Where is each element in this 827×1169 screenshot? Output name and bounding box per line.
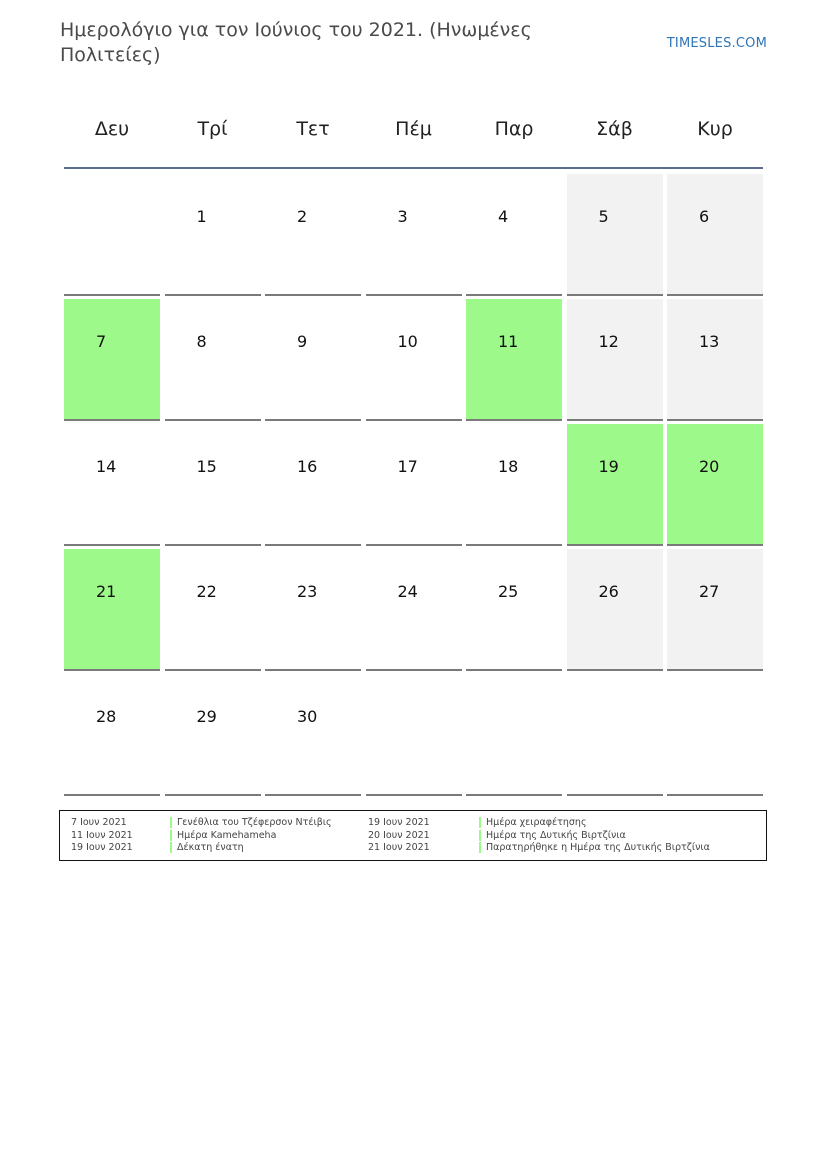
day-cell-empty <box>466 674 562 796</box>
weekday-label: Πέμ <box>395 118 432 140</box>
weekday-header <box>64 104 763 154</box>
day-cell[interactable] <box>366 424 462 546</box>
day-number: 6 <box>699 207 710 226</box>
weekday-label: Τρί <box>197 118 228 140</box>
legend-holiday-name: Δέκατη ένατη <box>177 842 244 853</box>
legend-holiday-name: Παρατηρήθηκε η Ημέρα της Δυτικής Βιρτζίνια <box>486 842 710 853</box>
day-number: 17 <box>397 457 418 476</box>
weekday-label: Παρ <box>494 118 534 140</box>
day-cell[interactable] <box>366 174 462 296</box>
legend-holiday-name: Ημέρα χειραφέτησης <box>486 817 587 828</box>
day-cell-empty <box>64 174 160 296</box>
day-number: 2 <box>297 207 308 226</box>
day-cell[interactable] <box>64 674 160 796</box>
legend-color-marker <box>170 830 172 841</box>
legend-date: 20 Ιουν 2021 <box>368 829 430 841</box>
day-number: 25 <box>498 582 519 601</box>
day-number: 21 <box>96 582 117 601</box>
day-cell-empty <box>366 674 462 796</box>
day-number: 1 <box>196 207 207 226</box>
day-cell[interactable] <box>366 549 462 671</box>
day-cell[interactable] <box>165 674 261 796</box>
day-cell[interactable] <box>466 174 562 296</box>
day-cell[interactable] <box>64 424 160 546</box>
day-number: 9 <box>297 332 308 351</box>
legend-color-marker <box>479 842 481 853</box>
legend-holiday-name: Γενέθλια του Τζέφερσον Ντέιβις <box>177 817 332 828</box>
day-cell[interactable] <box>567 549 663 671</box>
legend-date: 11 Ιουν 2021 <box>71 829 133 841</box>
day-number: 19 <box>598 457 619 476</box>
day-number: 12 <box>598 332 619 351</box>
day-number: 11 <box>498 332 519 351</box>
day-number: 4 <box>498 207 509 226</box>
day-number: 28 <box>96 707 117 726</box>
day-cell[interactable] <box>265 674 361 796</box>
day-number: 27 <box>699 582 720 601</box>
day-cell[interactable] <box>165 549 261 671</box>
day-number: 18 <box>498 457 519 476</box>
legend-color-marker <box>170 817 172 828</box>
day-number: 8 <box>196 332 207 351</box>
day-number: 20 <box>699 457 720 476</box>
legend-date: 7 Ιουν 2021 <box>71 817 127 828</box>
day-number: 16 <box>297 457 318 476</box>
day-cell[interactable] <box>567 174 663 296</box>
legend-date: 21 Ιουν 2021 <box>368 842 430 853</box>
weekday-label: Κυρ <box>697 118 733 140</box>
day-cell[interactable] <box>165 174 261 296</box>
day-cell[interactable] <box>466 424 562 546</box>
day-cell[interactable] <box>667 299 763 421</box>
day-cell-holiday[interactable] <box>667 424 763 546</box>
day-number: 14 <box>96 457 117 476</box>
day-number: 7 <box>96 332 107 351</box>
day-cell[interactable] <box>667 174 763 296</box>
day-cell-empty <box>667 674 763 796</box>
day-cell[interactable] <box>466 549 562 671</box>
day-cell[interactable] <box>265 174 361 296</box>
day-cell-holiday[interactable] <box>64 549 160 671</box>
day-number: 23 <box>297 582 318 601</box>
day-number: 3 <box>397 207 408 226</box>
day-number: 26 <box>598 582 619 601</box>
brand-link[interactable]: TIMESLES.COM <box>666 36 767 51</box>
day-cell-holiday[interactable] <box>64 299 160 421</box>
day-number: 29 <box>196 707 217 726</box>
day-cell[interactable] <box>567 299 663 421</box>
day-cell[interactable] <box>265 424 361 546</box>
day-cell[interactable] <box>667 549 763 671</box>
day-cell-holiday[interactable] <box>466 299 562 421</box>
day-number: 5 <box>598 207 609 226</box>
day-cell-holiday[interactable] <box>567 424 663 546</box>
day-cell[interactable] <box>165 299 261 421</box>
day-number: 15 <box>196 457 217 476</box>
day-cell[interactable] <box>265 549 361 671</box>
day-number: 10 <box>397 332 418 351</box>
legend-holiday-name: Ημέρα της Δυτικής Βιρτζίνια <box>486 829 626 841</box>
day-number: 22 <box>196 582 217 601</box>
day-cell[interactable] <box>265 299 361 421</box>
legend-color-marker <box>479 817 481 828</box>
day-cell[interactable] <box>165 424 261 546</box>
day-cell-empty <box>567 674 663 796</box>
day-cell[interactable] <box>366 299 462 421</box>
legend-holiday-name: Ημέρα Kamehameha <box>177 829 277 841</box>
weekday-label: Τετ <box>296 118 330 140</box>
weekday-label: Σάβ <box>596 118 633 140</box>
legend-color-marker <box>170 842 172 853</box>
header-divider <box>64 167 763 169</box>
holiday-legend <box>59 810 767 861</box>
weekday-label: Δευ <box>94 118 130 140</box>
legend-date: 19 Ιουν 2021 <box>368 817 430 828</box>
day-number: 13 <box>699 332 720 351</box>
day-number: 24 <box>397 582 418 601</box>
legend-color-marker <box>479 830 481 841</box>
legend-date: 19 Ιουν 2021 <box>71 842 133 853</box>
page-title: Ημερολόγιο για τον Ιούνιος του 2021. (Ηνωμένες Πολιτείες) <box>60 19 532 66</box>
day-number: 30 <box>297 707 318 726</box>
